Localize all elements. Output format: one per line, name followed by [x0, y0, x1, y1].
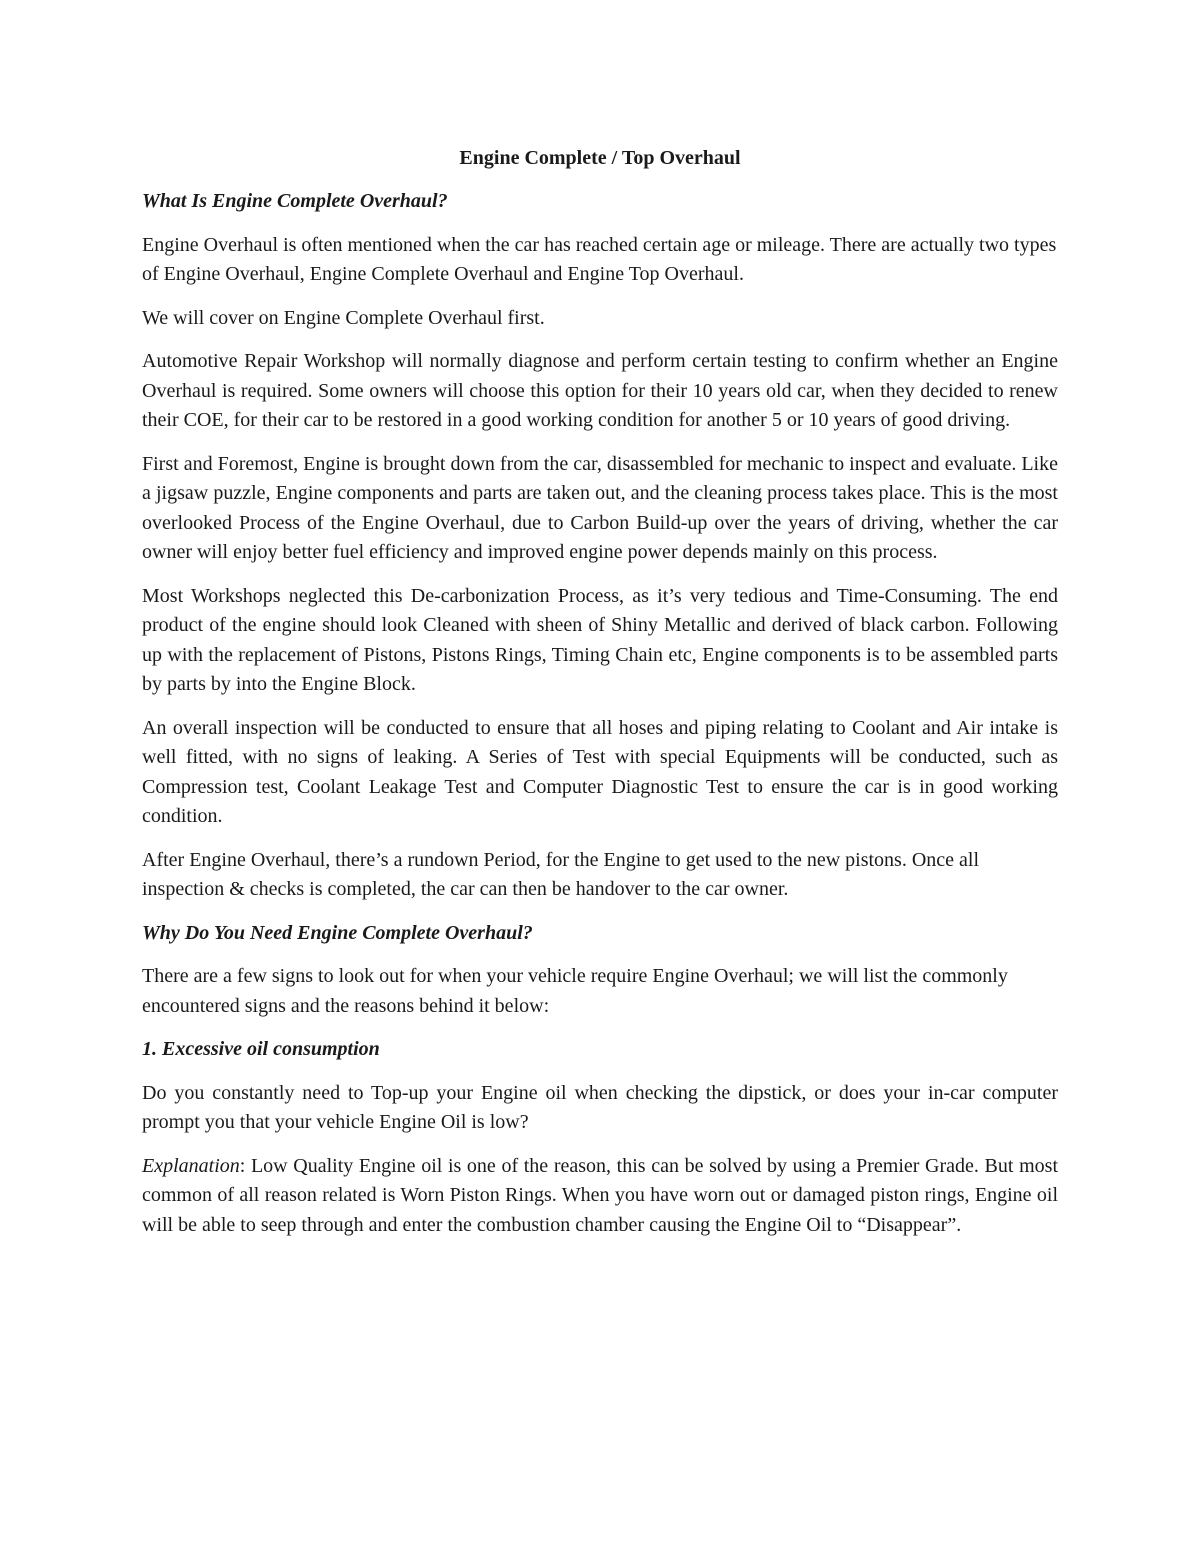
paragraph-signs: There are a few signs to look out for when your vehicle require Engine Overhaul; we will list the commonly encountered signs and the reasons behind it below: — [142, 965, 1008, 1017]
paragraph-inspection: An overall inspection will be conducted to ensure that all hoses and piping relating to Coolant and Air intake is well fitted, with no signs of leaking. A Series of Test with special Equipments will be conducted, such as Compression test, Coolant Leakage Test and Computer Diagnostic Test to ensure the car is in good working condition. — [142, 716, 1058, 827]
paragraph-cover-first: We will cover on Engine Complete Overhaul first. — [142, 306, 545, 329]
section-heading-what-is: What Is Engine Complete Overhaul? — [142, 190, 448, 212]
document-title: Engine Complete / Top Overhaul — [459, 147, 741, 169]
paragraph-dipstick: Do you constantly need to Top-up your Engine oil when checking the dipstick, or does your in-car computer prompt you that your vehicle Engine Oil is low? — [142, 1081, 1058, 1133]
explanation-text: : Low Quality Engine oil is one of the reason, this can be solved by using a Premier Grade. But most common of all reason related is Worn Piston Rings. When you have worn out or damaged piston rings, Engine oil will be able to seep through and enter the combustion chamber causing the Engine Oil to “Disappear”. — [142, 1154, 1058, 1236]
paragraph-explanation — [142, 1152, 1058, 1241]
section-heading-why: Why Do You Need Engine Complete Overhaul? — [142, 921, 533, 944]
document-page — [142, 143, 1058, 1254]
paragraph-intro: Engine Overhaul is often mentioned when the car has reached certain age or mileage. There are actually two types of Engine Overhaul, Engine Complete Overhaul and Engine Top Overhaul. — [142, 233, 1057, 285]
paragraph-rundown: After Engine Overhaul, there’s a rundown Period, for the Engine to get used to the new pistons. Once all inspection & checks is completed, the car can then be handover to the car owner. — [142, 848, 980, 900]
paragraph-first-and-foremost: First and Foremost, Engine is brought down from the car, disassembled for mechanic to inspect and evaluate. Like a jigsaw puzzle, Engine components and parts are taken out, and the cleaning process takes place. This is the most overlooked Process of the Engine Overhaul, due to Carbon Build-up over the years of driving, whether the car owner will enjoy better fuel efficiency and improved engine power depends mainly on this process. — [142, 452, 1058, 563]
list-heading-oil-consumption: 1. Excessive oil consumption — [142, 1038, 380, 1060]
explanation-label: Explanation — [142, 1154, 240, 1177]
paragraph-decarbonization: Most Workshops neglected this De-carbonization Process, as it’s very tedious and Time-Consuming. The end product of the engine should look Cleaned with sheen of Shiny Metallic and derived of black carbon. Following up with the replacement of Pistons, Pistons Rings, Timing Chain etc, Engine components is to be assembled parts by parts by into the Engine Block. — [142, 584, 1058, 695]
paragraph-diagnose: Automotive Repair Workshop will normally diagnose and perform certain testing to confirm whether an Engine Overhaul is required. Some owners will choose this option for their 10 years old car, when they decided to renew their COE, for their car to be restored in a good working condition for another 5 or 10 years of good driving. — [142, 350, 1058, 431]
